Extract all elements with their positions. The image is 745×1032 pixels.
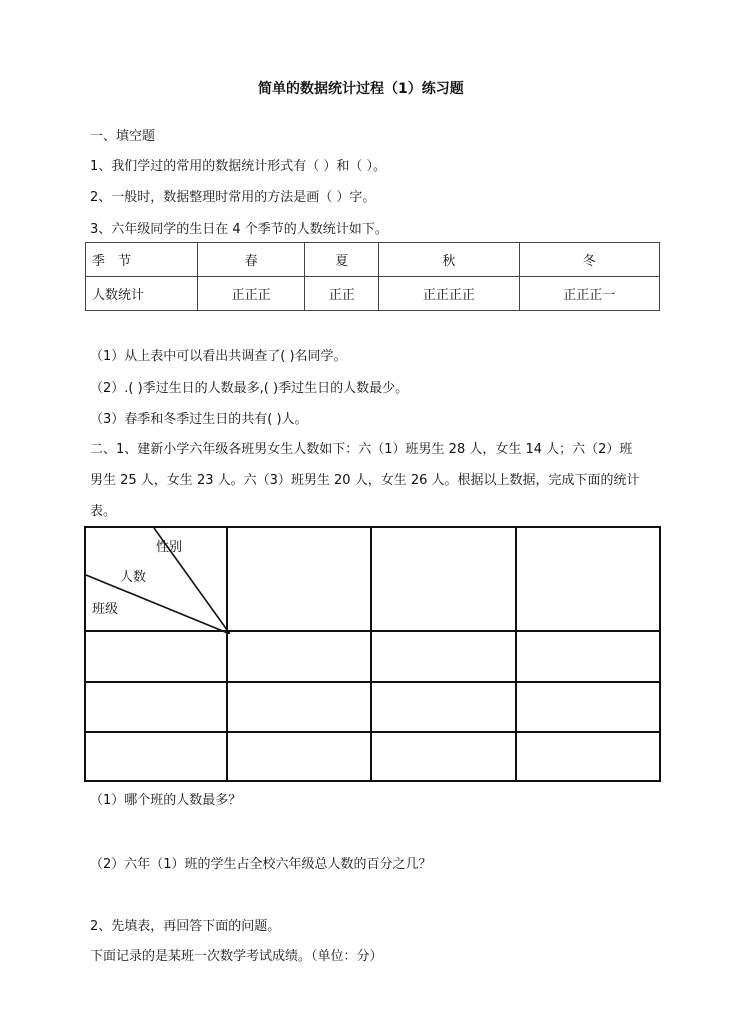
table-cell[interactable] (85, 732, 227, 781)
grid-header-row (85, 527, 660, 631)
table-cell: 人数统计 (86, 277, 198, 311)
season-table-header-row (86, 243, 660, 277)
table-cell[interactable] (516, 527, 660, 631)
season-table (85, 242, 660, 311)
table-cell: 秋 (379, 243, 519, 277)
table-cell: 正正 (305, 277, 379, 311)
section-2-line-2: 男生 25 人，女生 23 人。六（3）班男生 20 人，女生 26 人。根据以上数据，完成下面的统计 (90, 473, 640, 488)
grid-row (85, 682, 660, 732)
table-cell[interactable] (516, 682, 660, 732)
table-cell: 正正正正 (379, 277, 519, 311)
class-gender-table (84, 526, 661, 782)
section-1-heading: 一、填空题 (90, 129, 156, 144)
table-cell: 春 (198, 243, 305, 277)
grid-row (85, 732, 660, 781)
table-cell: 正正正 (198, 277, 305, 311)
table-cell: 正正正一 (519, 277, 659, 311)
table-cell[interactable] (85, 631, 227, 682)
section-2-line-1: 二、1、建新小学六年级各班男女生人数如下：六（1）班男生 28 人，女生 14 人；六（2）班 (90, 442, 633, 457)
diag-label-count: 人数 (120, 570, 147, 585)
season-table-data-row (86, 277, 660, 311)
table-cell[interactable] (516, 631, 660, 682)
sub-question-1: （1）从上表中可以看出共调查了( )名同学。 (90, 349, 347, 364)
table-cell[interactable] (371, 732, 515, 781)
score-note: 下面记录的是某班一次数学考试成绩。（单位：分） (90, 949, 383, 964)
question-1: 1、我们学过的常用的数据统计形式有（ ）和（ ）。 (90, 159, 387, 174)
grid-question-1: （1）哪个班的人数最多？ (90, 793, 242, 808)
diag-label-class: 班级 (92, 602, 119, 617)
table-cell: 夏 (305, 243, 379, 277)
table-cell[interactable] (227, 527, 371, 631)
grid-row (85, 631, 660, 682)
question-2-heading: 2、先填表，再回答下面的问题。 (90, 919, 281, 934)
table-cell[interactable] (227, 682, 371, 732)
diagonal-header-cell (85, 527, 227, 631)
table-cell[interactable] (516, 732, 660, 781)
question-3: 3、六年级同学的生日在 4 个季节的人数统计如下。 (90, 222, 388, 237)
page-title: 简单的数据统计过程（1）练习题 (258, 81, 464, 97)
table-cell[interactable] (227, 631, 371, 682)
diag-label-gender: 性别 (156, 540, 183, 555)
section-2-line-3: 表。 (90, 504, 117, 519)
table-cell[interactable] (371, 631, 515, 682)
table-cell: 冬 (519, 243, 659, 277)
sub-question-3: （3）春季和冬季过生日的共有( )人。 (90, 412, 308, 427)
table-cell[interactable] (371, 527, 515, 631)
table-cell: 季 节 (86, 243, 198, 277)
table-cell[interactable] (371, 682, 515, 732)
question-2: 2、一般时，数据整理时常用的方法是画（ ）字。 (90, 190, 376, 205)
sub-question-2: （2）.( )季过生日的人数最多,( )季过生日的人数最少。 (90, 381, 409, 396)
table-cell[interactable] (227, 732, 371, 781)
table-cell[interactable] (85, 682, 227, 732)
grid-question-2: （2）六年（1）班的学生占全校六年级总人数的百分之几？ (90, 857, 432, 872)
